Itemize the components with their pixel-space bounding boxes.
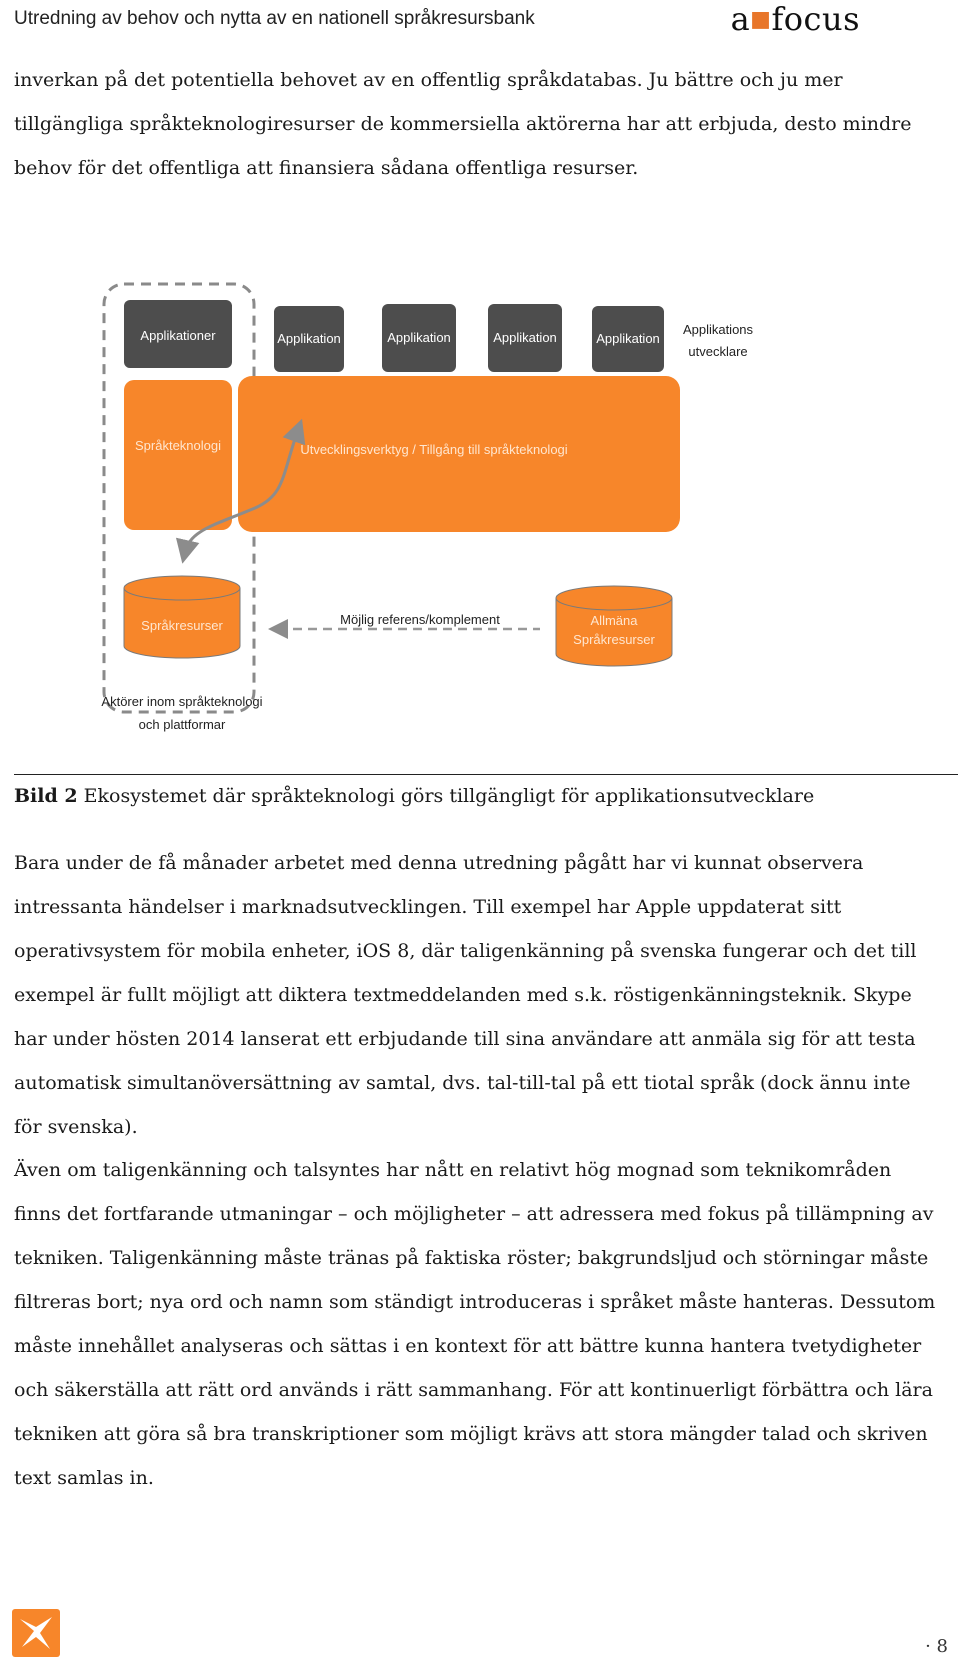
paragraph-2: Bara under de få månader arbetet med denna utredning pågått har vi kunnat observera intressanta händelser i marknadsutvecklingen. Till exempel har Apple uppdaterat sitt operativsystem för mobila enheter, iOS 8, där taligenkänning på svenska fungerar och det till exempel är fullt möjligt att diktera textmeddelanden med s.k. röstigenkänningsteknik. Skype har under hösten 2014 lanserat ett erbjudande till sina användare att anmäla sig för att testa automatisk simultanöversättning av samtal, dvs. tal-till-tal på ett tiotal språk (dock ännu inte för svenska).: [14, 852, 917, 1138]
language-tech-block: [124, 380, 232, 530]
actors-label-line2: och plattformar: [138, 717, 226, 732]
reference-label: Möjlig referens/komplement: [340, 612, 500, 627]
language-resources-cylinder-top: [124, 576, 240, 600]
document-title: Utredning av behov och nytta av en nationell språkresursbank: [14, 8, 535, 29]
actors-label-line1: Aktörer inom språkteknologi: [101, 694, 263, 709]
developer-label-line2: utvecklare: [688, 344, 748, 359]
applications-group-label: Applikationer: [140, 328, 216, 343]
figure-caption: [14, 782, 944, 810]
paragraph-3: Även om taligenkänning och talsyntes har nått en relativt hög mognad som teknikområden finns det fortfarande utmaningar – och möjligheter – att adressera med fokus på tillämpning av tekniken. Taligenkänning måste tränas på faktiska röster; bakgrundsljud och störningar måste filtreras bort; nya ord och namn som ständigt introduceras i språket måste hanteras. Dessutom måste innehållet analyseras och sättas i en kontext för att bättre kunna hantera tvetydigheter och säkerställa att rätt ord används i rätt sammanhang. För att kontinuerligt förbättra och lära tekniken att göra så bra transkriptioner som möjligt krävs att stora mängder talad och skriven text samlas in.: [14, 1159, 936, 1489]
application-label-1: Applikation: [277, 331, 341, 346]
public-resources-label-1: Allmäna: [590, 613, 638, 628]
intro-paragraph: inverkan på det potentiella behovet av en offentlig språkdatabas. Ju bättre och ju mer tillgängliga språkteknologiresurser de kommersiella aktörerna har att erbjuda, desto mindre behov för det offentliga att finansiera sådana offentliga resurser.: [14, 69, 912, 179]
page-number: · 8: [925, 1636, 948, 1657]
language-tech-label: Språkteknologi: [135, 438, 221, 453]
caption-label: Bild 2: [14, 785, 78, 807]
dev-tools-label: Utvecklingsverktyg / Tillgång till språkteknologi: [300, 442, 568, 457]
language-resources-label: Språkresurser: [141, 618, 223, 633]
caption-text: Ekosystemet där språkteknologi görs tillgängligt för applikationsutvecklare: [83, 785, 815, 807]
brand-logo: [731, 0, 860, 38]
application-label-4: Applikation: [596, 331, 660, 346]
public-resources-label-2: Språkresurser: [573, 632, 655, 647]
brand-logo-dot: ■: [750, 7, 772, 32]
application-label-2: Applikation: [387, 330, 451, 345]
caption-rule: [14, 774, 958, 775]
developer-label-line1: Applikations: [682, 322, 754, 337]
brand-logo-focus: focus: [771, 0, 860, 38]
ecosystem-diagram: [0, 280, 960, 740]
application-label-3: Applikation: [493, 330, 557, 345]
public-resources-cylinder-top: [556, 586, 672, 610]
footer-logo-icon: [12, 1609, 60, 1657]
brand-logo-a: a: [730, 0, 751, 38]
